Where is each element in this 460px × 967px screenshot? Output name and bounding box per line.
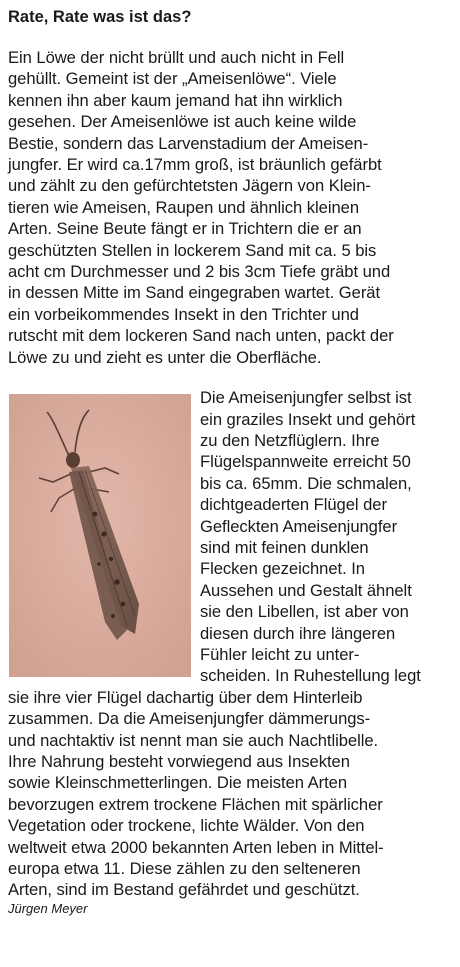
paragraph-1 (8, 47, 454, 368)
text-line: Gefleckten Ameisenjungfer (200, 516, 398, 536)
text-line: bis ca. 65mm. Die schmalen, (200, 473, 412, 493)
text-line: Aussehen und Gestalt ähnelt (200, 580, 412, 600)
text-line: Ihre Nahrung besteht vorwiegend aus Insekten (8, 752, 350, 771)
text-line: europa etwa 11. Diese zählen zu den selteneren (8, 859, 361, 879)
text-line: ein graziles Insekt und gehört (200, 409, 416, 429)
text-line: und zählt zu den gefürchtetsten Jägern von Klein- (8, 176, 371, 196)
text-line: bevorzugen extrem trockene Flächen mit spärlicher (8, 794, 383, 814)
text-line: dichtgeaderten Flügel der (200, 495, 387, 515)
text-line: Ein Löwe der nicht brüllt und auch nicht in Fell (8, 48, 345, 67)
text-line: rutscht mit dem lockeren Sand nach unten, packt der (8, 326, 394, 346)
text-line: sowie Kleinschmetterlingen. Die meisten Arten (8, 773, 348, 793)
author-signature: Jürgen Meyer (8, 900, 88, 916)
paragraph-2 (8, 387, 454, 901)
text-line: ein vorbeikommendes Insekt in den Trichter und (8, 304, 359, 324)
text-line: weltweit etwa 2000 bekannten Arten leben in Mittel- (8, 837, 384, 857)
text-line: gesehen. Der Ameisenlöwe ist auch keine wilde (8, 112, 357, 132)
text-line: zusammen. Da die Ameisenjungfer dämmerungs- (8, 709, 371, 729)
text-line: gehüllt. Gemeint ist der „Ameisenlöwe“. Viele (8, 69, 337, 89)
text-line: Fühler leicht zu unter- (200, 644, 360, 664)
text-line: Löwe zu und zieht es unter die Oberfläche. (8, 347, 322, 367)
text-line: kennen ihn aber kaum jemand hat ihn wirklich (8, 90, 343, 110)
text-line: acht cm Durchmesser und 2 bis 3cm Tiefe gräbt und (8, 262, 391, 282)
text-line: geschützten Stellen in lockerem Sand mit ca. 5 bis (8, 240, 377, 260)
text-line: Vegetation oder trockene, lichte Wälder. Von den (8, 816, 365, 836)
text-line: Arten, sind im Bestand gefährdet und geschützt. (8, 880, 360, 900)
text-line: Flügelspannweite erreicht 50 (200, 452, 411, 472)
text-line: Bestie, sondern das Larvenstadium der Ameisen- (8, 133, 369, 153)
text-line: zu den Netzflüglern. Ihre (200, 430, 380, 450)
text-line: in dessen Mitte im Sand eingegraben wartet. Gerät (8, 283, 381, 303)
text-line: jungfer. Er wird ca.17mm groß, ist bräunlich gefärbt (8, 155, 382, 175)
text-line: sind mit feinen dunklen (200, 537, 369, 557)
text-line: scheiden. In Ruhestellung legt (200, 666, 421, 686)
text-line: Arten. Seine Beute fängt er in Trichtern die er an (8, 219, 362, 239)
text-line: tieren wie Ameisen, Raupen und ähnlich kleinen (8, 197, 360, 217)
article-title: Rate, Rate was ist das? (8, 8, 192, 26)
antlion-photo-icon (9, 394, 191, 677)
text-line: sie den Libellen, ist aber von (200, 602, 409, 622)
article (8, 6, 454, 917)
text-line: Die Ameisenjungfer selbst ist (200, 388, 412, 408)
antlion-photo (9, 394, 191, 677)
text-line: Flecken gezeichnet. In (200, 559, 365, 579)
text-line: und nachtaktiv ist nennt man sie auch Nachtlibelle. (8, 730, 379, 750)
text-line: sie ihre vier Flügel dachartig über dem Hinterleib (8, 687, 363, 707)
text-line: diesen durch ihre längeren (200, 623, 396, 643)
